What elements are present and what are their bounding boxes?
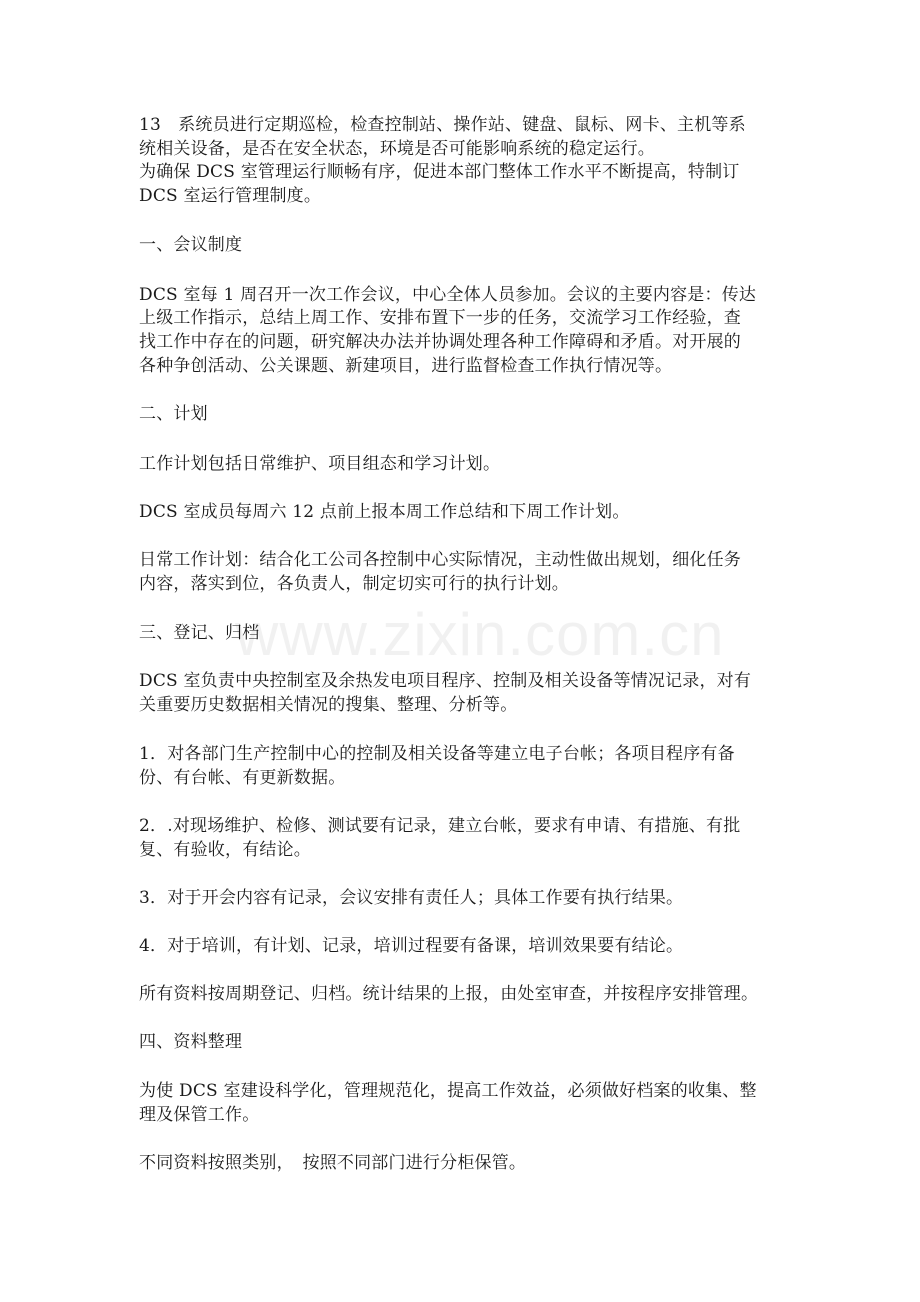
text-line: 复、有验收，有结论。 xyxy=(139,840,311,860)
text-line: 统相关设备，是否在安全状态，环境是否可能影响系统的稳定运行。 xyxy=(139,139,655,159)
text-line: 找工作中存在的问题，研究解决办法并协调处理各种工作障碍和矛盾。对开展的 xyxy=(139,332,741,352)
text-line: 上级工作指示，总结上周工作、安排布置下一步的任务，交流学习工作经验，查 xyxy=(139,308,741,328)
list-item: 3．对于开会内容有记录，会议安排有责任人；具体工作要有执行结果。 xyxy=(139,888,684,908)
text-line: 理及保管工作。 xyxy=(139,1105,260,1125)
text-line: 关重要历史数据相关情况的搜集、整理、分析等。 xyxy=(139,695,518,715)
text-line: 内容，落实到位，各负责人，制定切实可行的执行计划。 xyxy=(139,574,569,594)
text-line: 不同资料按照类别， 按照不同部门进行分柜保管。 xyxy=(139,1153,527,1173)
text-line: 13 系统员进行定期巡检，检查控制站、操作站、键盘、鼠标、网卡、主机等系 xyxy=(139,115,746,135)
text-line: 日常工作计划：结合化工公司各控制中心实际情况，主动性做出规划，细化任务 xyxy=(139,550,741,570)
section-heading: 三、登记、归档 xyxy=(139,623,260,643)
text-line: 为使 DCS 室建设科学化，管理规范化，提高工作效益，必须做好档案的收集、整 xyxy=(139,1081,757,1101)
watermark: www.zixin.com.cn xyxy=(235,601,725,668)
text-line: 所有资料按周期登记、归档。统计结果的上报，由处室审查，并按程序安排管理。 xyxy=(139,984,759,1004)
list-item: 2．.对现场维护、检修、测试要有记录，建立台帐，要求有申请、有措施、有批 xyxy=(139,816,741,836)
text-line: DCS 室负责中央控制室及余热发电项目程序、控制及相关设备等情况记录，对有 xyxy=(139,671,752,691)
text-line: DCS 室成员每周六 12 点前上报本周工作总结和下周工作计划。 xyxy=(139,502,630,522)
text-line: DCS 室运行管理制度。 xyxy=(139,186,322,206)
text-line: 为确保 DCS 室管理运行顺畅有序，促进本部门整体工作水平不断提高，特制订 xyxy=(139,162,740,182)
section-heading: 一、会议制度 xyxy=(139,235,243,255)
text-line: 工作计划包括日常维护、项目组态和学习计划。 xyxy=(139,454,501,474)
text-line: 份、有台帐、有更新数据。 xyxy=(139,768,346,788)
section-heading: 二、计划 xyxy=(139,404,208,424)
list-item: 1．对各部门生产控制中心的控制及相关设备等建立电子台帐；各项目程序有备 xyxy=(139,744,735,764)
list-item: 4．对于培训，有计划、记录，培训过程要有备课，培训效果要有结论。 xyxy=(139,936,684,956)
text-line: DCS 室每 1 周召开一次工作会议，中心全体人员参加。会议的主要内容是：传达 xyxy=(139,285,757,305)
text-line: 各种争创活动、公关课题、新建项目，进行监督检查工作执行情况等。 xyxy=(139,356,673,376)
section-heading: 四、资料整理 xyxy=(139,1032,243,1052)
